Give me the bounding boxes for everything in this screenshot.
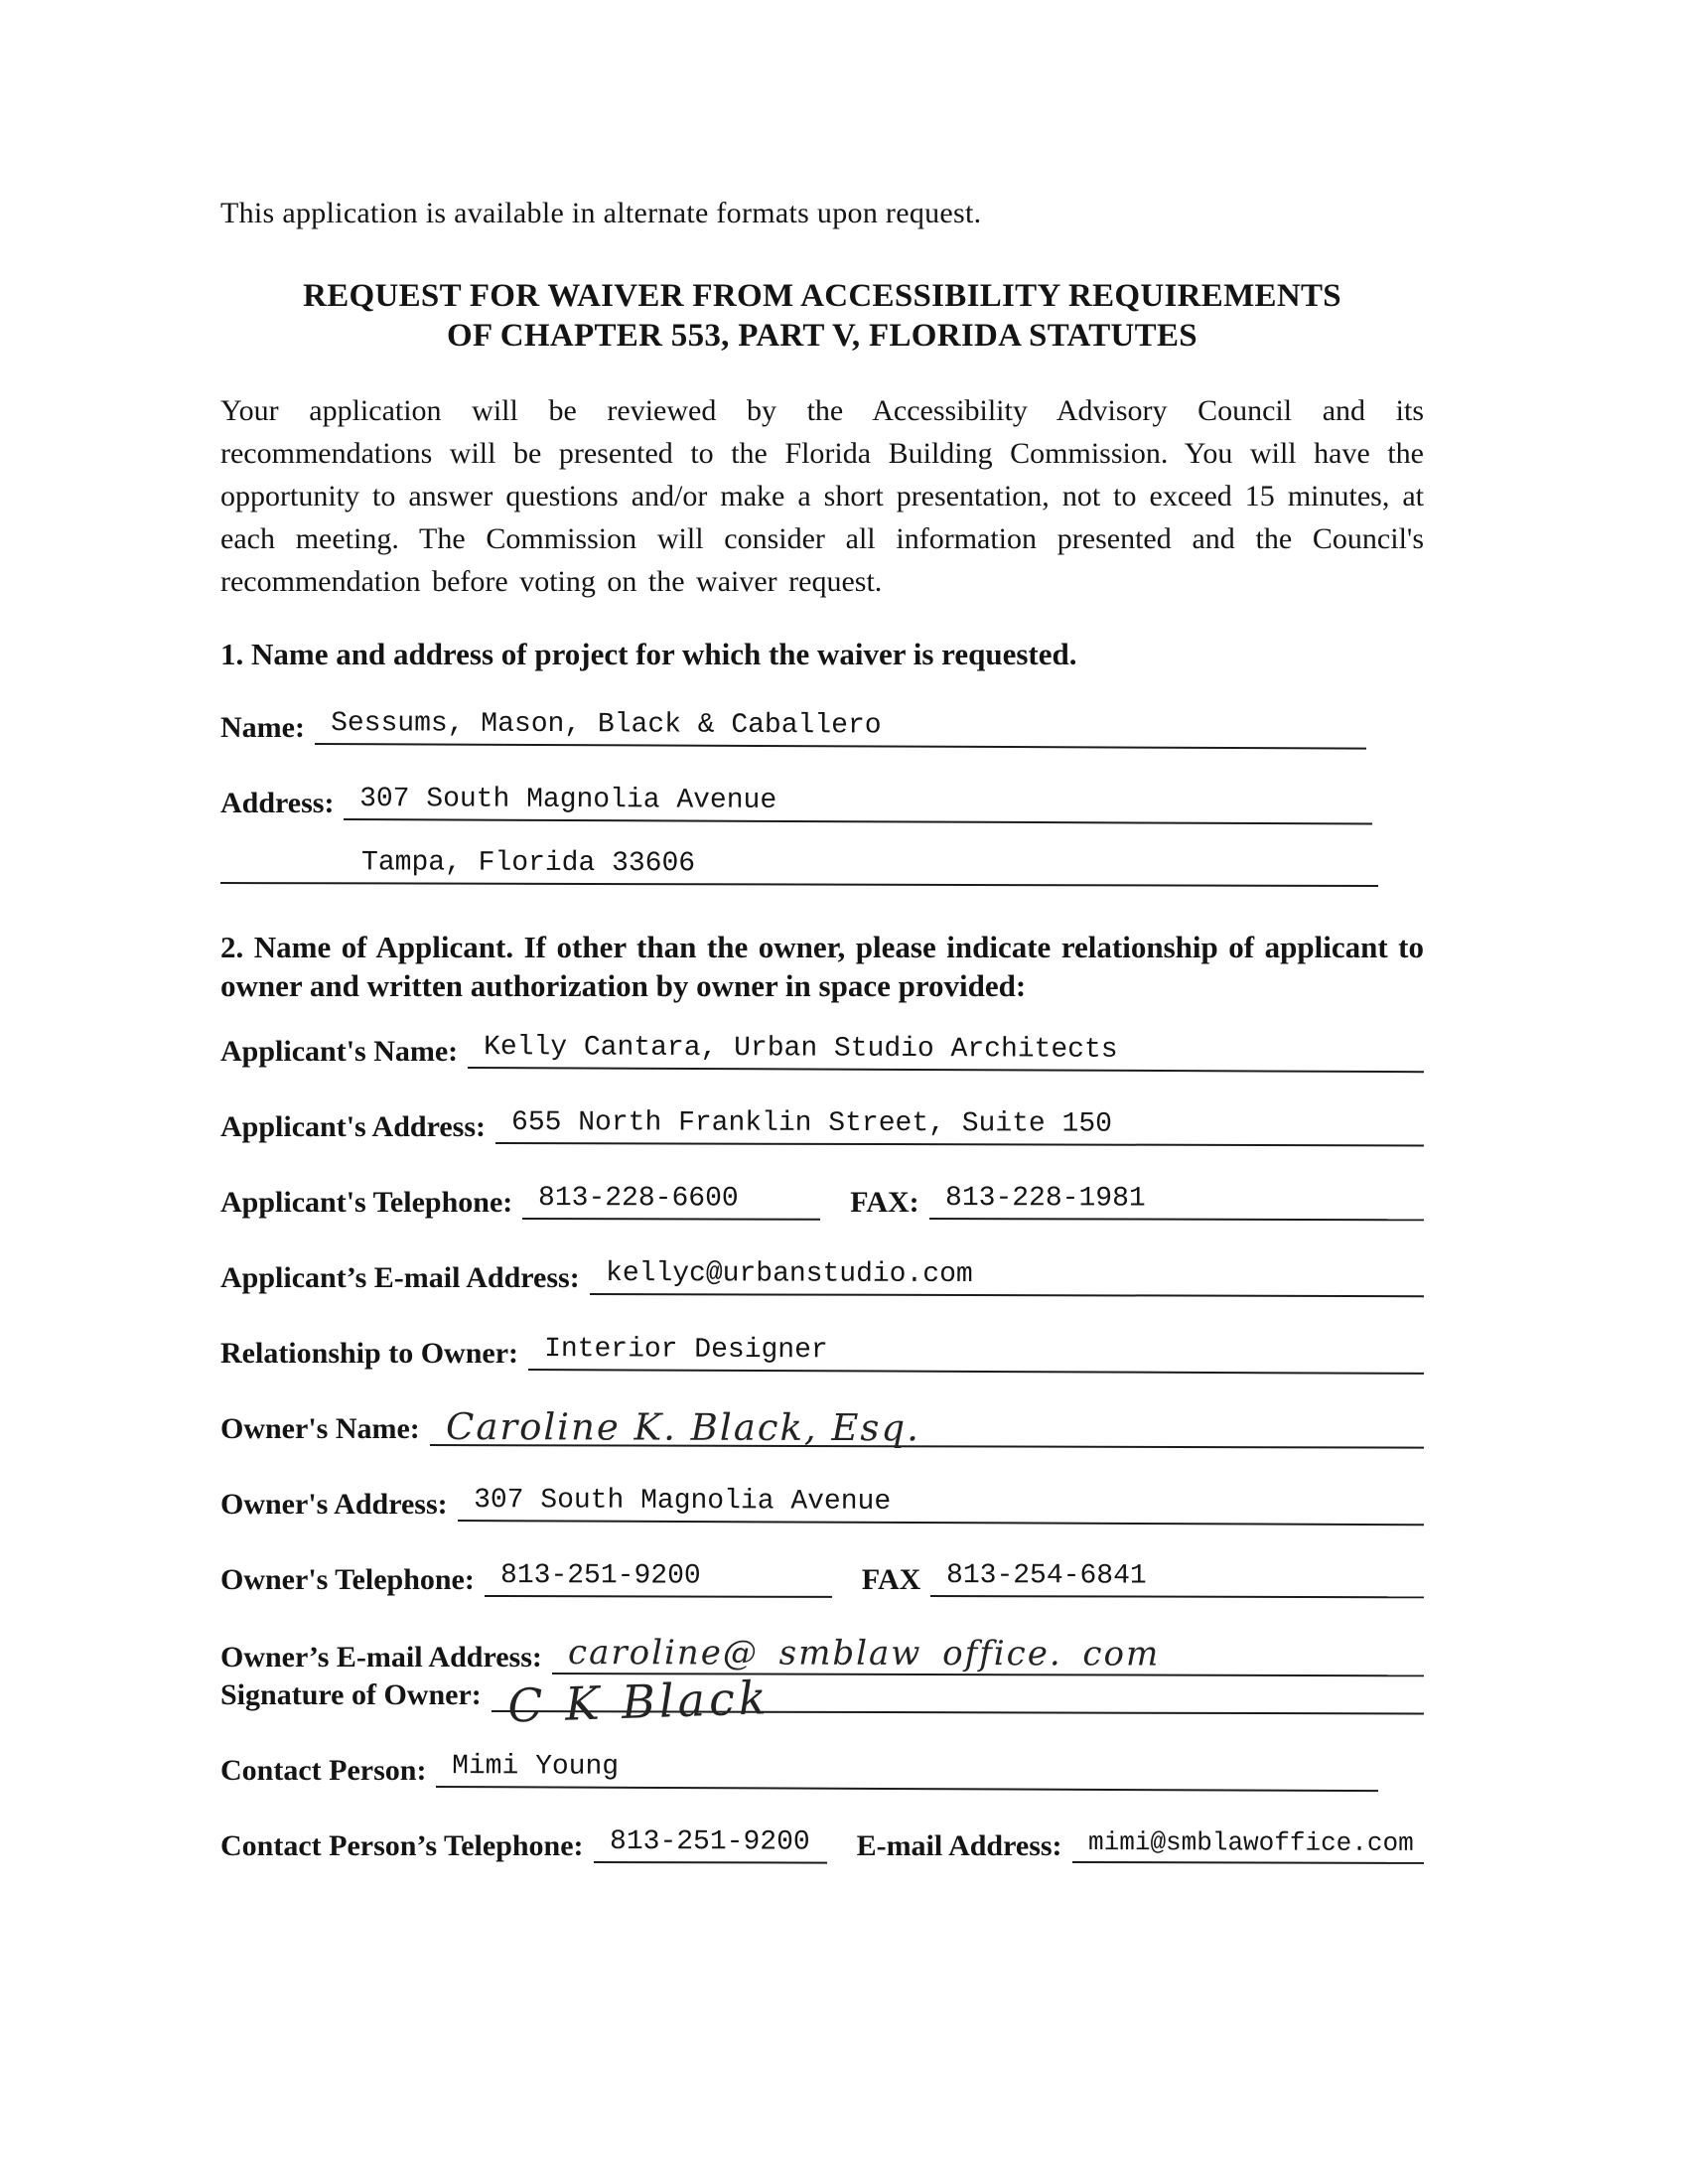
applicant-email-label: Applicant’s E-mail Address: [220, 1261, 580, 1294]
intro-paragraph: Your application will be reviewed by the Accessibility Advisory Council and its recommendations will be presented to the Florida Building Commission. You will have the opportunity to answer questions and/or make a short presentation, not to exceed 15 minutes, at each meeting. The Commission will consider all information presented and the Council's recommendation before voting on the waiver request. [220, 394, 1424, 598]
owner-signature-line [492, 1671, 1424, 1733]
owner-signature-value: C K Black [506, 1671, 772, 1733]
owner-address-value: 307 South Magnolia Avenue [458, 1486, 1425, 1526]
project-address-value: 307 South Magnolia Avenue [344, 785, 1372, 825]
owner-email-value: caroline@ smblaw office. com [552, 1637, 1424, 1676]
field-row-owner-name [220, 1405, 1424, 1450]
contact-telephone-value: 813-251-9200 [594, 1827, 827, 1864]
owner-telephone-value: 813-251-9200 [485, 1561, 832, 1598]
field-row-applicant-telephone [220, 1184, 1424, 1220]
field-row-project-address [220, 785, 1424, 820]
applicant-telephone-value: 813-228-6600 [522, 1184, 820, 1221]
project-name-label: Name: [220, 711, 305, 744]
contact-email-label: E-mail Address: [856, 1829, 1062, 1862]
owner-fax-value: 813-254-6841 [930, 1561, 1424, 1598]
owner-email-label: Owner’s E-mail Address: [220, 1641, 542, 1674]
relationship-label: Relationship to Owner: [220, 1337, 518, 1370]
field-row-applicant-email [220, 1259, 1424, 1295]
owner-telephone-label: Owner's Telephone: [220, 1563, 475, 1596]
field-row-owner-telephone [220, 1561, 1424, 1597]
relationship-value: Interior Designer [528, 1335, 1424, 1375]
field-row-applicant-name [220, 1033, 1424, 1069]
field-row-applicant-address [220, 1108, 1424, 1144]
field-row-owner-address [220, 1486, 1424, 1522]
field-row-relationship [220, 1335, 1424, 1371]
document-title-line2: OF CHAPTER 553, PART V, FLORIDA STATUTES [447, 318, 1197, 354]
section2-heading: 2. Name of Applicant. If other than the owner, please indicate relationship of applicant to owner and written authorization by owner in space provided: [220, 930, 1424, 1003]
applicant-address-value: 655 North Franklin Street, Suite 150 [495, 1108, 1424, 1146]
document-title [220, 276, 1424, 356]
field-row-owner-email [220, 1633, 1424, 1674]
applicant-fax-value: 813-228-1981 [929, 1184, 1424, 1221]
field-row-project-name [220, 709, 1424, 745]
applicant-name-label: Applicant's Name: [220, 1035, 459, 1068]
owner-fax-label: FAX [861, 1563, 921, 1596]
section1-heading: 1. Name and address of project for which the waiver is requested. [220, 637, 1077, 671]
field-row-contact-person [220, 1752, 1424, 1788]
contact-person-value: Mimi Young [436, 1752, 1378, 1792]
project-address-label: Address: [220, 787, 335, 819]
owner-address-label: Owner's Address: [220, 1488, 448, 1521]
owner-name-value: Caroline K. Black, Esq. [430, 1410, 1424, 1449]
project-name-value: Sessums, Mason, Black & Caballero [315, 709, 1366, 750]
form-content [220, 197, 1424, 1863]
applicant-address-label: Applicant's Address: [220, 1110, 487, 1143]
applicant-name-value: Kelly Cantara, Urban Studio Architects [468, 1033, 1424, 1073]
applicant-email-value: kellyc@urbanstudio.com [590, 1259, 1424, 1297]
owner-name-label: Owner's Name: [220, 1412, 420, 1445]
field-row-contact-telephone [220, 1827, 1424, 1863]
contact-telephone-label: Contact Person’s Telephone: [220, 1829, 584, 1862]
contact-email-value: mimi@smblawoffice.com [1072, 1827, 1425, 1864]
owner-signature-label: Signature of Owner: [220, 1678, 482, 1711]
document-title-line1: REQUEST FOR WAIVER FROM ACCESSIBILITY REQUIREMENTS [303, 278, 1341, 314]
alternate-formats-note: This application is available in alternate formats upon request. [220, 197, 982, 229]
applicant-telephone-label: Applicant's Telephone: [220, 1186, 513, 1219]
field-row-project-address-line2 [220, 848, 1424, 884]
project-address-line2-value: Tampa, Florida 33606 [220, 848, 1378, 887]
field-row-owner-signature [220, 1671, 1424, 1733]
applicant-fax-label: FAX: [850, 1186, 919, 1219]
contact-person-label: Contact Person: [220, 1754, 427, 1787]
